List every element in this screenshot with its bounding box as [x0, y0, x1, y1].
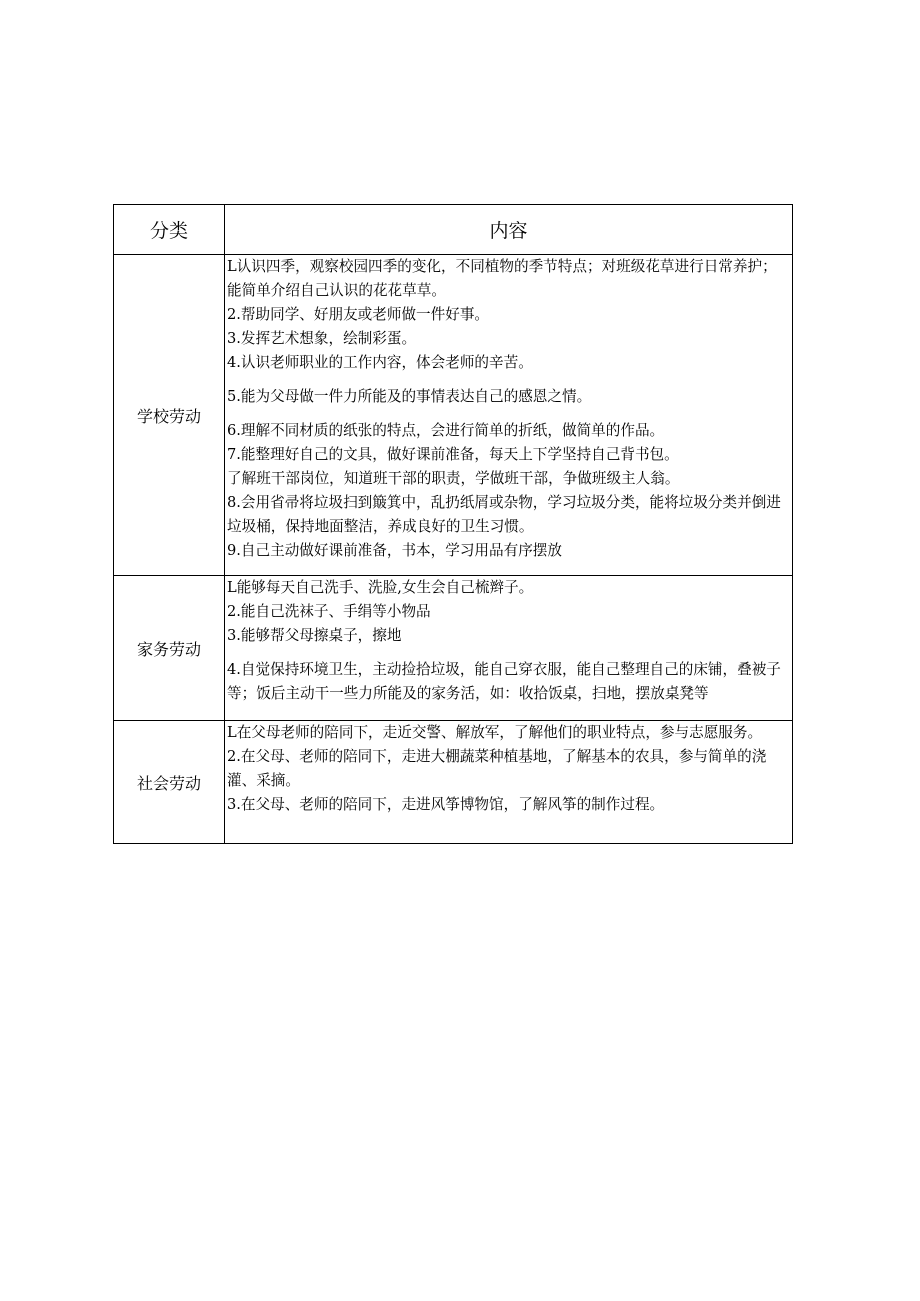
list-item: 6.理解不同材质的纸张的特点，会进行简单的折纸，做简单的作品。 [227, 422, 665, 439]
header-category: 分类 [114, 205, 225, 255]
row-social-labor [114, 721, 793, 844]
category-cell: 学校劳动 [114, 255, 225, 576]
list-item: 2.在父母、老师的陪同下，走进大棚蔬菜种植基地，了解基本的农具，参与简单的浇灌、采摘。 [227, 748, 767, 789]
list-item: 8.会用省帚将垃圾扫到簸箕中，乱扔纸屑或杂物，学习垃圾分类，能将垃圾分类并倒进垃圾桶，保持地面整洁，养成良好的卫生习惯。 [227, 494, 781, 535]
list-item: 2.能自己洗袜子、手绢等小物品 [227, 603, 431, 620]
content-cell [225, 576, 793, 721]
list-item: L在父母老师的陪同下，走近交警、解放军，了解他们的职业特点，参与志愿服务。 [227, 724, 763, 741]
category-cell: 家务劳动 [114, 576, 225, 721]
labor-table [113, 204, 793, 844]
list-item: 9.自己主动做好课前准备，书本，学习用品有序摆放 [227, 542, 562, 559]
list-item: 了解班干部岗位，知道班干部的职责，学做班干部，争做班级主人翁。 [227, 470, 680, 487]
list-item: 2.帮助同学、好朋友或老师做一件好事。 [227, 306, 490, 323]
content-cell [225, 721, 793, 844]
list-item: L认识四季，观察校园四季的变化，不同植物的季节特点；对班级花草进行日常养护；能简单介绍自己认识的花花草草。 [227, 258, 777, 299]
list-item: 7.能整理好自己的文具，做好课前准备，每天上下学坚持自己背书包。 [227, 446, 679, 463]
list-item: 4.自觉保持环境卫生，主动捡拾垃圾，能自己穿衣服，能自己整理自己的床铺，叠被子等；饭后主动干一些力所能及的家务活，如：收拾饭桌，扫地，摆放桌凳等 [227, 661, 781, 702]
header-content: 内容 [225, 205, 793, 255]
list-item: L能够每天自己洗手、洗脸,女生会自己梳辫子。 [227, 579, 534, 596]
row-school-labor [114, 255, 793, 576]
list-item: 3.在父母、老师的陪同下，走进风筝博物馆，了解风筝的制作过程。 [227, 796, 665, 813]
header-row [114, 205, 793, 255]
content-cell [225, 255, 793, 576]
category-cell: 社会劳动 [114, 721, 225, 844]
row-housework-labor [114, 576, 793, 721]
list-item: 4.认识老师职业的工作内容，体会老师的辛苦。 [227, 354, 533, 371]
list-item: 3.能够帮父母擦桌子，擦地 [227, 627, 402, 644]
list-item: 3.发挥艺术想象，绘制彩蛋。 [227, 330, 417, 347]
list-item: 5.能为父母做一件力所能及的事情表达自己的感恩之情。 [227, 388, 592, 405]
